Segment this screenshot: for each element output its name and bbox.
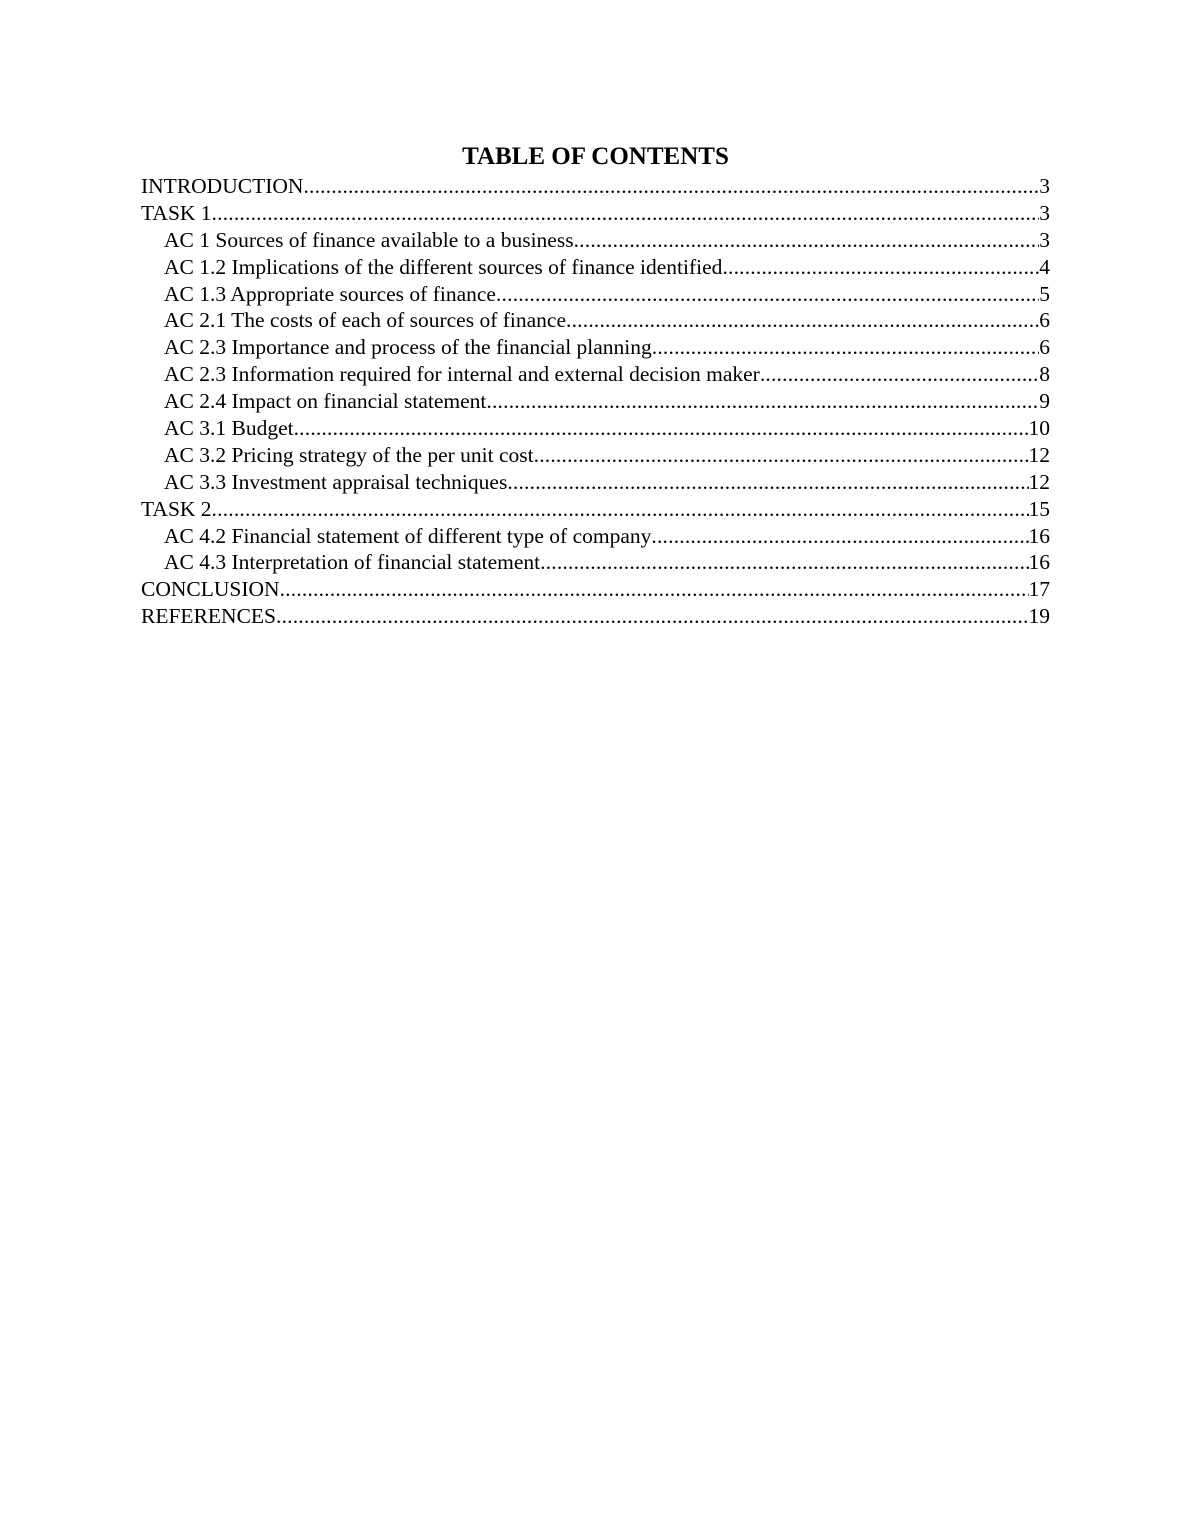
toc-entry[interactable] <box>141 576 1050 603</box>
toc-entry-page-number: 6 <box>1039 308 1050 333</box>
toc-dot-leader <box>722 254 1039 281</box>
toc-entry-label: AC 1.3 Appropriate sources of finance <box>164 281 496 306</box>
toc-entry-label: AC 2.3 Importance and process of the financial planning <box>164 335 652 360</box>
table-of-contents <box>141 141 1050 630</box>
toc-dot-leader <box>574 227 1040 254</box>
toc-dot-leader <box>280 576 1029 603</box>
toc-entry[interactable] <box>141 442 1050 469</box>
toc-entry[interactable] <box>141 603 1050 630</box>
toc-entry-list <box>141 173 1050 630</box>
toc-entry-page-number: 12 <box>1028 442 1050 467</box>
toc-entry-page-number: 15 <box>1028 496 1050 521</box>
toc-entry[interactable] <box>141 523 1050 550</box>
toc-entry-page-number: 9 <box>1039 389 1050 414</box>
toc-dot-leader <box>212 496 1029 523</box>
toc-entry-page-number: 17 <box>1028 577 1050 602</box>
toc-entry-label: AC 3.3 Investment appraisal techniques <box>164 469 508 494</box>
toc-entry-label: AC 1 Sources of finance available to a business <box>164 227 574 252</box>
toc-entry-label: AC 2.1 The costs of each of sources of finance <box>164 308 567 333</box>
toc-entry[interactable] <box>141 549 1050 576</box>
toc-entry-page-number: 4 <box>1039 254 1050 279</box>
toc-entry-page-number: 10 <box>1028 416 1050 441</box>
toc-entry-label: AC 2.4 Impact on financial statement <box>164 389 487 414</box>
toc-entry[interactable] <box>141 496 1050 523</box>
toc-entry-page-number: 3 <box>1039 200 1050 225</box>
toc-entry[interactable] <box>141 469 1050 496</box>
toc-entry[interactable] <box>141 200 1050 227</box>
toc-entry[interactable] <box>141 227 1050 254</box>
toc-dot-leader <box>496 281 1039 308</box>
toc-dot-leader <box>534 442 1029 469</box>
toc-entry[interactable] <box>141 281 1050 308</box>
toc-dot-leader <box>294 415 1029 442</box>
toc-entry-page-number: 3 <box>1039 227 1050 252</box>
toc-entry-page-number: 3 <box>1039 174 1050 198</box>
toc-entry[interactable] <box>141 254 1050 281</box>
toc-entry-page-number: 16 <box>1028 550 1050 575</box>
toc-entry-page-number: 5 <box>1039 281 1050 306</box>
toc-dot-leader <box>276 603 1029 630</box>
toc-title: TABLE OF CONTENTS <box>462 143 729 170</box>
toc-entry-label: CONCLUSION <box>141 577 280 602</box>
toc-entry-label: REFERENCES <box>141 604 276 629</box>
toc-dot-leader <box>303 173 1039 200</box>
toc-dot-leader <box>651 523 1028 550</box>
toc-entry-page-number: 8 <box>1039 362 1050 387</box>
toc-entry[interactable] <box>141 388 1050 415</box>
toc-entry[interactable] <box>141 173 1050 200</box>
toc-entry-label: AC 2.3 Information required for internal and external decision maker <box>164 362 760 387</box>
toc-entry-label: AC 4.2 Financial statement of different type of company <box>164 523 652 548</box>
toc-entry-label: TASK 2 <box>141 496 212 521</box>
toc-dot-leader <box>566 307 1039 334</box>
toc-entry-label: AC 3.1 Budget <box>164 416 294 441</box>
toc-entry[interactable] <box>141 415 1050 442</box>
toc-entry-label: AC 1.2 Implications of the different sources of finance identified <box>164 254 723 279</box>
toc-entry-page-number: 19 <box>1028 604 1050 629</box>
toc-entry[interactable] <box>141 361 1050 388</box>
toc-entry-label: AC 4.3 Interpretation of financial statement <box>164 550 541 575</box>
toc-entry-label: TASK 1 <box>141 200 212 225</box>
toc-dot-leader <box>212 200 1040 227</box>
toc-entry[interactable] <box>141 334 1050 361</box>
toc-entry-label: AC 3.2 Pricing strategy of the per unit cost <box>164 442 534 467</box>
toc-entry[interactable] <box>141 307 1050 334</box>
toc-dot-leader <box>486 388 1039 415</box>
toc-entry-page-number: 6 <box>1039 335 1050 360</box>
toc-dot-leader <box>652 334 1039 361</box>
toc-entry-page-number: 16 <box>1028 523 1050 548</box>
toc-dot-leader <box>540 549 1028 576</box>
toc-entry-page-number: 12 <box>1028 469 1050 494</box>
toc-dot-leader <box>507 469 1028 496</box>
toc-dot-leader <box>760 361 1039 388</box>
toc-entry-label: INTRODUCTION <box>141 174 304 198</box>
